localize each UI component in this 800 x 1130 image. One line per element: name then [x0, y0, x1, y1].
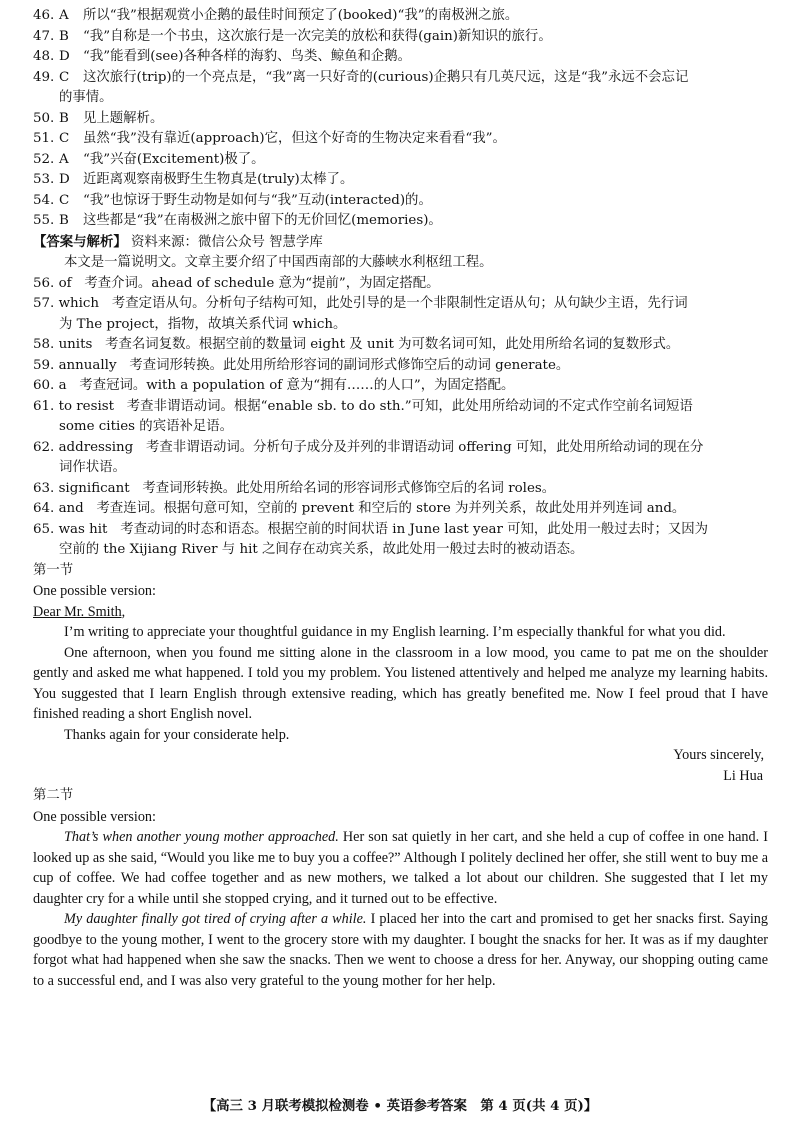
- explanation-continued: 为 The project，指物，故填关系代词 which。: [59, 316, 347, 332]
- explanation: 考查连词。根据句意可知，空前的 prevent 和空后的 store 为并列关系，故此处用并列连词 and。: [96, 501, 686, 516]
- page-footer: 【高三 3 月联考模拟检测卷 • 英语参考答案 第 4 页(共 4 页)】: [202, 1098, 598, 1114]
- explanation-continued: 词作状语。: [59, 460, 126, 475]
- question-number: 56.: [33, 275, 55, 291]
- explanation: 考查词形转换。此处用所给名词的形容词形式修饰空后的名词 roles。: [142, 480, 556, 496]
- question-number: 52.: [33, 151, 55, 167]
- answer-row-48: [33, 47, 768, 68]
- answer-letter: A: [59, 8, 69, 23]
- question-number: 54.: [33, 192, 55, 208]
- explanation: 考查非谓语动词。根据“enable sb. to do sth.”可知，此处用所给动词的不定式作空前名词短语: [126, 398, 693, 414]
- version-label: One possible version:: [33, 808, 156, 825]
- grammar-row-64: [33, 499, 768, 520]
- analysis-tag: 【答案与解析】: [33, 233, 127, 250]
- question-number: 47.: [33, 28, 55, 44]
- explanation: 考查词形转换。此处用所给形容词的副词形式修饰空后的动词 generate。: [129, 357, 570, 373]
- question-number: 50.: [33, 110, 55, 126]
- explanation: “我”能看到(see)各种各样的海豹、鸟类、鲸鱼和企鹅。: [83, 49, 412, 64]
- answer-word: of: [58, 275, 72, 291]
- answer-letter: C: [59, 131, 70, 146]
- explanation: 这次旅行(trip)的一个亮点是，“我”离一只好奇的(curious)企鹅只有几英尺远，这是“我”永远不会忘记: [83, 69, 689, 85]
- question-number: 60.: [33, 378, 55, 393]
- answer-page: [33, 6, 768, 991]
- question-number: 64.: [33, 501, 55, 516]
- answer-letter: C: [59, 192, 70, 208]
- grammar-row-60: [33, 376, 768, 397]
- section-1: [33, 561, 768, 787]
- grammar-row-62: [33, 438, 768, 459]
- version-label: One possible version:: [33, 583, 156, 599]
- answer-row-47: [33, 27, 768, 48]
- analysis-source: 资料来源：微信公众号 智慧学库: [131, 234, 323, 250]
- paragraph-body: Her son sat quietly in her cart, and she held a cup of coffee in one hand. I looked up as she said, “Would you like me to buy you a coffee?” Although I politely declined her offer, she still went to buy me a cup of coffee. We had coffee together and as new mothers, we talked a lot about our children. She suggested that I let my daughter cry for a while until she stopped crying, and it turned out to be effective.: [33, 829, 768, 907]
- grammar-row-63: [33, 479, 768, 500]
- question-number: 46.: [33, 8, 55, 23]
- question-number: 49.: [33, 69, 55, 85]
- explanation: 虽然“我”没有靠近(approach)它，但这个好奇的生物决定来看看“我”。: [83, 131, 506, 146]
- salutation: Dear Mr. Smith,: [33, 603, 126, 620]
- explanation: 考查介词。ahead of schedule 意为“提前”，为固定搭配。: [84, 275, 440, 291]
- answer-letter: A: [59, 151, 69, 167]
- letter-paragraph: One afternoon, when you found me sitting alone in the classroom in a low mood, you came to pat me on the shoulder gently and asked me what happened. I told you my problem. You listened attentively and helped me analyze my learning habits. You suggested that I learn English through extensive reading, which has greatly benefited me. Now I feel proud that I have finished reading a short English novel.: [33, 644, 768, 722]
- question-number: 58.: [33, 337, 55, 352]
- section-1-heading: 第一节: [33, 562, 74, 578]
- signature: Li Hua: [723, 767, 763, 784]
- given-opening-sentence: My daughter finally got tired of crying after a while.: [64, 911, 367, 927]
- grammar-row-56: [33, 274, 768, 295]
- explanation: 考查动词的时态和语态。根据空前的时间状语 in June last year 可知，此处用一般过去时；又因为: [120, 521, 709, 537]
- answer-word: which: [58, 296, 100, 311]
- answer-row-54: [33, 191, 768, 212]
- answer-letter: B: [59, 28, 69, 44]
- explanation: 考查定语从句。分析句子结构可知，此处引导的是一个非限制性定语从句；从句缺少主语，先行词: [111, 296, 688, 311]
- answer-word: a: [58, 378, 67, 393]
- explanation: 近距离观察南极野生生物真是(truly)太棒了。: [83, 172, 354, 187]
- answer-word: addressing: [58, 439, 134, 455]
- sample-letter: [33, 602, 768, 787]
- question-number: 53.: [33, 172, 55, 187]
- question-number: 63.: [33, 480, 55, 496]
- grammar-row-59: [33, 356, 768, 377]
- answer-row-49: [33, 68, 768, 89]
- answer-letter: B: [59, 213, 69, 228]
- letter-paragraph: I’m writing to appreciate your thoughtful guidance in my English learning. I’m especially thankful for what you did.: [64, 624, 726, 640]
- question-number: 65.: [33, 521, 55, 537]
- question-number: 48.: [33, 49, 55, 64]
- section-2-heading: 第二节: [33, 788, 74, 803]
- analysis-header: [33, 232, 768, 254]
- answer-word: and: [58, 501, 84, 516]
- grammar-row-58: [33, 335, 768, 356]
- explanation-continued: 的事情。: [59, 90, 113, 105]
- answer-row-55: [33, 211, 768, 232]
- grammar-row-57: [33, 294, 768, 315]
- answer-row-53: [33, 170, 768, 191]
- explanation: “我”也惊讶于野生动物是如何与“我”互动(interacted)的。: [83, 192, 432, 208]
- explanation-continued: 空前的 the Xijiang River 与 hit 之间存在动宾关系，故此处用一般过去时的被动语态。: [59, 542, 584, 557]
- explanation: 考查冠词。with a population of 意为“拥有……的人口”，为固定搭配。: [79, 378, 515, 393]
- explanation: 考查名词复数。根据空前的数量词 eight 及 unit 为可数名词可知，此处用所给名词的复数形式。: [105, 337, 680, 352]
- continuation-paragraph: [33, 909, 768, 991]
- given-opening-sentence: That’s when another young mother approached.: [64, 829, 339, 845]
- grammar-row-65: [33, 520, 768, 541]
- question-number: 57.: [33, 296, 55, 311]
- explanation: “我”自称是一个书虫，这次旅行是一次完美的放松和获得(gain)新知识的旅行。: [83, 28, 552, 44]
- question-number: 55.: [33, 213, 55, 228]
- cloze-answers: [33, 6, 768, 232]
- answer-word: to resist: [58, 398, 114, 414]
- explanation: “我”兴奋(Excitement)极了。: [83, 151, 265, 167]
- answer-row-46: [33, 6, 768, 27]
- answer-word: significant: [58, 480, 130, 496]
- sample-continuation: [33, 827, 768, 991]
- closing: Yours sincerely,: [673, 747, 764, 763]
- explanation: 这些都是“我”在南极洲之旅中留下的无价回忆(memories)。: [83, 213, 442, 228]
- letter-paragraph: Thanks again for your considerate help.: [64, 726, 290, 743]
- answer-row-52: [33, 150, 768, 171]
- grammar-row-61: [33, 397, 768, 418]
- answer-letter: D: [59, 172, 70, 187]
- answer-letter: C: [59, 69, 70, 85]
- paragraph-body: I placed her into the cart and promised to get her snacks first. Saying goodbye to the young mother, I went to the grocery store with my daughter. I bought the snacks for her. It was as if my daughter forgot what had happened when she saw the snacks. Then we went to choose a dress for her. Anyway, our shopping outing came to a successful end, and I was also very grateful to the young mother for her help.: [33, 911, 768, 989]
- question-number: 62.: [33, 439, 55, 455]
- question-number: 51.: [33, 131, 55, 146]
- explanation: 见上题解析。: [83, 110, 164, 126]
- question-number: 59.: [33, 357, 55, 373]
- answer-word: was hit: [58, 521, 108, 537]
- answer-row-51: [33, 129, 768, 150]
- passage-intro: 本文是一篇说明文。文章主要介绍了中国西南部的大藤峡水利枢纽工程。: [64, 255, 493, 270]
- answer-row-50: [33, 109, 768, 130]
- answer-letter: D: [59, 49, 70, 64]
- explanation: 考查非谓语动词。分析句子成分及并列的非谓语动词 offering 可知，此处用所给动词的现在分: [146, 439, 704, 455]
- answer-word: annually: [58, 357, 117, 373]
- explanation-continued: some cities 的宾语补足语。: [59, 419, 234, 434]
- question-number: 61.: [33, 398, 55, 414]
- section-2: [33, 786, 768, 991]
- grammar-answers: [33, 274, 768, 561]
- continuation-paragraph: [33, 827, 768, 909]
- answer-letter: B: [59, 110, 69, 126]
- explanation: 所以“我”根据观赏小企鹅的最佳时间预定了(booked)“我”的南极洲之旅。: [83, 8, 519, 23]
- answer-word: units: [58, 337, 93, 352]
